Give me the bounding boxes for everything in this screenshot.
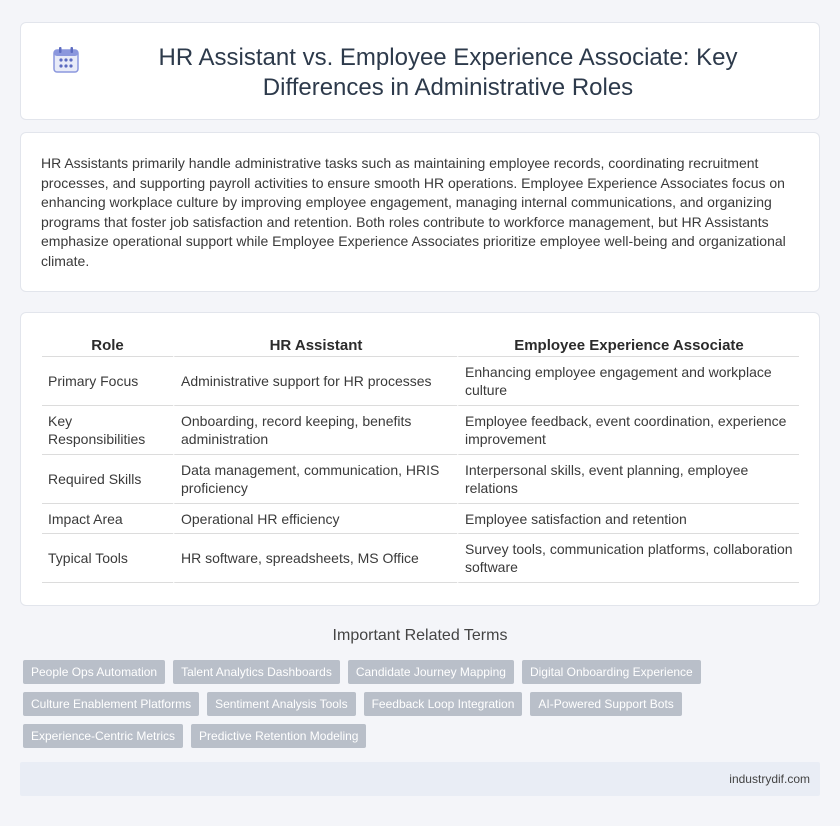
- hr-assistant-cell: Operational HR efficiency: [173, 504, 457, 534]
- row-label: Impact Area: [42, 504, 173, 534]
- hr-assistant-cell: Data management, communication, HRIS proficiency: [173, 455, 457, 504]
- related-term-tag[interactable]: Feedback Loop Integration: [364, 692, 523, 716]
- table-row: [42, 357, 799, 406]
- hr-assistant-cell: Administrative support for HR processes: [173, 357, 457, 406]
- hr-assistant-cell: Onboarding, record keeping, benefits administration: [173, 406, 457, 455]
- row-label: Typical Tools: [42, 534, 173, 583]
- table-row: [42, 406, 799, 455]
- related-term-tag[interactable]: Experience-Centric Metrics: [23, 724, 183, 748]
- comparison-card: [20, 312, 820, 606]
- related-term-tag[interactable]: Culture Enablement Platforms: [23, 692, 199, 716]
- row-label: Key Responsibilities: [42, 406, 173, 455]
- employee-experience-cell: Survey tools, communication platforms, collaboration software: [457, 534, 799, 583]
- title-card: [20, 22, 820, 120]
- related-term-tag[interactable]: AI-Powered Support Bots: [530, 692, 681, 716]
- employee-experience-cell: Employee satisfaction and retention: [457, 504, 799, 534]
- table-header-row: [42, 333, 799, 357]
- header-role: Role: [42, 333, 173, 357]
- calendar-icon: [51, 45, 81, 75]
- table-row: [42, 455, 799, 504]
- footer: [20, 762, 820, 796]
- hr-assistant-cell: HR software, spreadsheets, MS Office: [173, 534, 457, 583]
- header-employee-experience-associate: Employee Experience Associate: [457, 333, 799, 357]
- row-label: Required Skills: [42, 455, 173, 504]
- related-term-tag[interactable]: Candidate Journey Mapping: [348, 660, 514, 684]
- employee-experience-cell: Enhancing employee engagement and workplace culture: [457, 357, 799, 406]
- related-term-tag[interactable]: Digital Onboarding Experience: [522, 660, 701, 684]
- employee-experience-cell: Interpersonal skills, event planning, employee relations: [457, 455, 799, 504]
- related-term-tag[interactable]: Sentiment Analysis Tools: [207, 692, 356, 716]
- row-label: Primary Focus: [42, 357, 173, 406]
- table-row: [42, 504, 799, 534]
- footer-source-link[interactable]: industrydif.com: [729, 772, 810, 786]
- related-terms-title: Important Related Terms: [332, 627, 508, 644]
- intro-paragraph: HR Assistants primarily handle administrative tasks such as maintaining employee records, coordinating recruitment processes, and supporting payroll activities to ensure smooth HR operations. Employee Experience Associates focus on enhancing workplace culture by improving employee engagement, managing internal communications, and organizing programs that foster job satisfaction and retention. Both roles contribute to workforce management, but HR Assistants emphasize operational support while Employee Experience Associates prioritize employee well-being and organizational climate.: [41, 155, 786, 269]
- header-hr-assistant: HR Assistant: [173, 333, 457, 357]
- employee-experience-cell: Employee feedback, event coordination, experience improvement: [457, 406, 799, 455]
- table-row: [42, 534, 799, 583]
- page-title: HR Assistant vs. Employee Experience Associate: Key Differences in Administrative Roles: [158, 44, 738, 101]
- related-term-tag[interactable]: Predictive Retention Modeling: [191, 724, 366, 748]
- intro-card: [20, 132, 820, 292]
- related-terms-list: [23, 660, 723, 756]
- related-term-tag[interactable]: Talent Analytics Dashboards: [173, 660, 340, 684]
- comparison-table: [42, 333, 799, 583]
- related-term-tag[interactable]: People Ops Automation: [23, 660, 165, 684]
